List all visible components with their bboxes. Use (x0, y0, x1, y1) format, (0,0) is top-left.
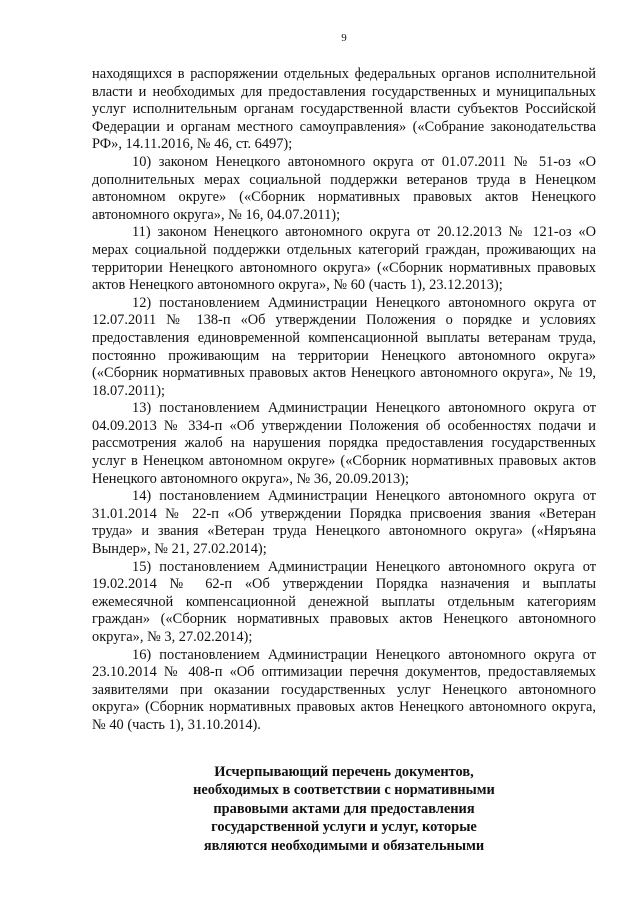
heading-line: правовыми актами для предоставления (213, 800, 475, 817)
paragraph-item-13: 13) постановлением Администрации Ненецкого автономного округа от 04.09.2013 № 334-п «Об утверждении Положения об особенностях подачи и рассмотрения жалоб на нарушения порядка предоставления государственных услуг в Ненецком автономном округе» («Сборник нормативных правовых актов Ненецкого автономного округа», № 36, 20.09.2013); (92, 400, 596, 487)
heading-line: необходимых в соответствии с нормативными (193, 782, 495, 799)
paragraph-item-15: 15) постановлением Администрации Ненецкого автономного округа от 19.02.2014 № 62-п «Об утверждении Порядка назначения и выплаты ежемесячной компенсационной денежной выплаты отдельным категориям граждан» («Сборник нормативных правовых актов Ненецкого автономного округа», № 3, 27.02.2014); (92, 558, 596, 645)
heading-line: государственной услуги и услуг, которые (211, 819, 477, 836)
paragraph-item-12: 12) постановлением Администрации Ненецкого автономного округа от 12.07.2011 № 138-п «Об утверждении Положения о порядке и условиях предоставления единовременной компенсационной выплаты ветеранам труда, постоянно проживающим на территории Ненецкого автономного округа» («Сборник нормативных правовых актов Ненецкого автономного округа», № 19, 18.07.2011); (92, 294, 596, 399)
paragraph-item-10: 10) законом Ненецкого автономного округа от 01.07.2011 № 51-оз «О дополнительных мерах социальной поддержки ветеранов труда в Ненецком автономном округе» («Сборник нормативных правовых актов Ненецкого автономного округа», № 16, 04.07.2011); (92, 153, 596, 223)
heading-line: являются необходимыми и обязательными (203, 837, 485, 854)
heading-line: Исчерпывающий перечень документов, (214, 763, 474, 780)
document-page (92, 32, 596, 855)
section-heading (92, 763, 596, 856)
paragraph-item-11: 11) законом Ненецкого автономного округа от 20.12.2013 № 121-оз «О мерах социальной поддержки отдельных категорий граждан, проживающих на территории Ненецкого автономного округа» («Сборник нормативных правовых актов Ненецкого автономного округа», № 60 (часть 1), 23.12.2013); (92, 224, 596, 294)
page-number: 9 (341, 32, 347, 44)
paragraph-continuation: находящихся в распоряжении отдельных федеральных органов исполнительной власти и необходимых для предоставления государственных и муниципальных услуг исполнительным органам государственной власти субъектов Российской Федерации и органам местного самоуправления» («Собрание законодательства РФ», 14.11.2016, № 46, ст. 6497); (92, 66, 596, 153)
paragraph-item-14: 14) постановлением Администрации Ненецкого автономного округа от 31.01.2014 № 22-п «Об утверждении Порядка присвоения звания «Ветеран труда» и звания «Ветеран труда Ненецкого автономного округа» («Няръяна Вындер», № 21, 27.02.2014); (92, 488, 596, 558)
paragraph-item-16: 16) постановлением Администрации Ненецкого автономного округа от 23.10.2014 № 408-п «Об оптимизации перечня документов, предоставляемых заявителями при оказании государственных услуг Ненецкого автономного округа» (Сборник нормативных правовых актов Ненецкого автономного округа, № 40 (часть 1), 31.10.2014). (92, 646, 596, 733)
